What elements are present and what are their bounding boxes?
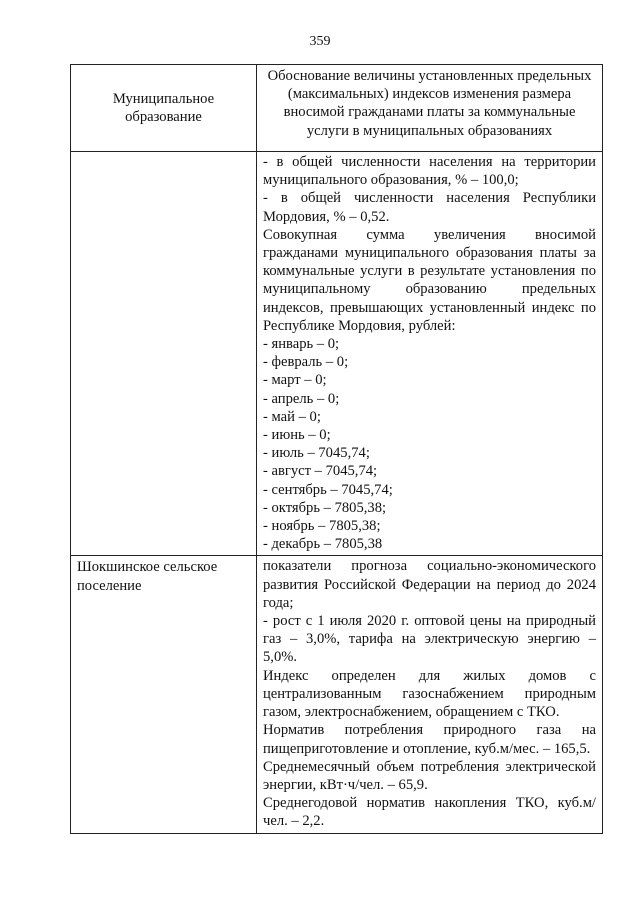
row1-line: - август – 7045,74; [263,463,378,480]
row1-line: - март – 0; [263,372,327,389]
table-header-row [71,65,603,152]
row1-line: - июнь – 0; [263,427,331,444]
row2-line: Среднемесячный объем потребления электрической энергии, кВт·ч/чел. – 65,9. [263,758,596,793]
row1-line: - февраль – 0; [263,354,349,371]
row1-line: - сентябрь – 7045,74; [263,481,393,498]
table-row [71,556,603,833]
row2-line: - рост с 1 июля 2020 г. оптовой цены на природный газ – 3,0%, тарифа на электрическую энергию – 5,0%. [263,613,596,666]
header-justification: Обоснование величины установленных предельных (максимальных) индексов изменения размера вносимой гражданами платы за коммунальные услуги в муниципальных образованиях [257,65,603,152]
row2-line: Норматив потребления природного газа на пищеприготовление и отопление, куб.м/мес. – 165,5. [263,722,596,757]
page-number: 359 [309,34,331,49]
row1-line: - в общей численности населения на территории муниципального образования, % – 100,0; [263,154,596,189]
header-municipality: Муниципальное образование [71,65,257,152]
row1-line: - в общей численности населения Республики Мордовия, % – 0,52. [263,190,596,225]
row1-municipality [71,152,257,556]
row2-line: Индекс определен для жилых домов с централизованным газоснабжением природным газом, электроснабжением, обращением с ТКО. [263,667,596,721]
row2-municipality: Шокшинское сельское поселение [71,556,257,833]
row1-line: - январь – 0; [263,336,340,353]
tariff-table [70,64,603,834]
row1-line: Совокупная сумма увеличения вносимой гражданами муниципального образования платы за коммунальные услуги в результате установления по муниципальному образованию предельных индексов, превышающих установленный индекс по Республике Мордовия, рублей: [263,226,596,334]
row1-justification [257,152,603,556]
row1-line: - декабрь – 7805,38 [263,536,383,553]
row1-line: - апрель – 0; [263,390,340,407]
row1-line: - октябрь – 7805,38; [263,499,387,516]
row2-justification [257,556,603,833]
row1-line: - май – 0; [263,408,321,425]
row2-line: показатели прогноза социально-экономического развития Российской Федерации на период до 2024 года; [263,558,596,611]
row1-line: - июль – 7045,74; [263,445,370,462]
row1-line: - ноябрь – 7805,38; [263,518,381,535]
row2-line: Среднегодовой норматив накопления ТКО, куб.м/чел. – 2,2. [263,795,596,830]
table-row [71,152,603,556]
